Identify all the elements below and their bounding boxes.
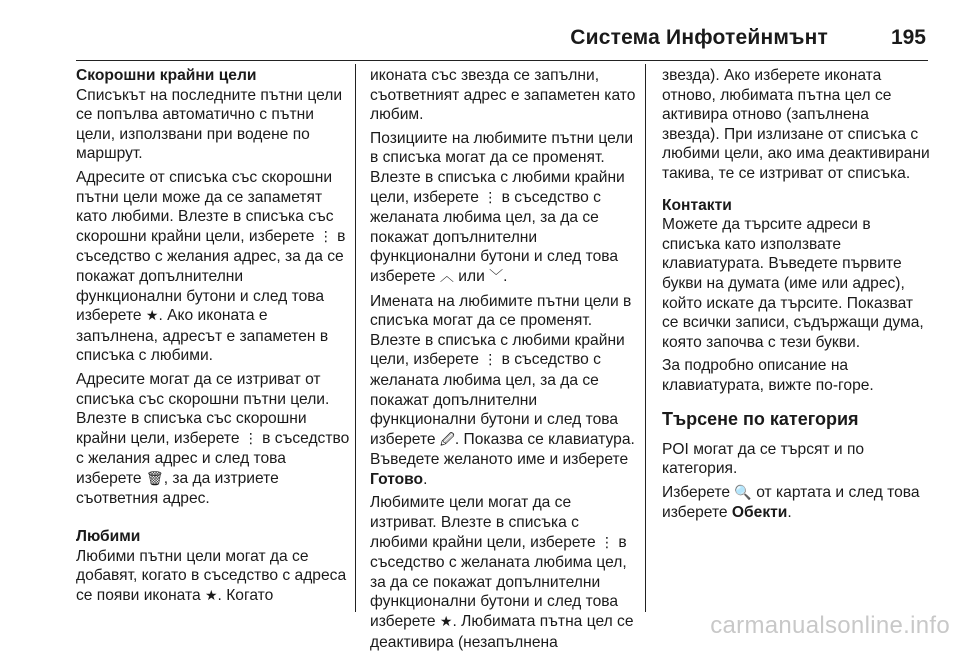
pencil-icon: 🖉 <box>439 431 455 448</box>
paragraph: Можете да търсите адреси в списъка като използвате клавиатурата. Въведете първите букви на думата (име или адрес), който искате да търсите. Показват се всички записи, съдържащи дума, която започва с тези букви. <box>662 216 924 351</box>
paragraph: Списъкът на последните пътни цели се попълва автоматично с пътни цели, използвани при водене по маршрут. <box>76 86 343 163</box>
bold-term: Обекти <box>731 504 788 522</box>
paragraph: Имената на любимите пътни цели в списъка могат да се променят. Влезте в списъка с любими крайни цели, изберете ⋮ в съседство с желаната любима цел, за да се покажат допълнителни функционални бутони и след това изберете 🖉. Показва се клавиатура. Въведете желаното име и изберете Готово. <box>370 292 635 488</box>
paragraph: POI могат да се търсят и по категория. <box>662 440 865 478</box>
running-title: Система Инфотейнмънт <box>570 26 828 49</box>
more-icon: ⋮ <box>600 534 615 551</box>
paragraph: За подробно описание на клавиатурата, вижте по-горе. <box>662 357 874 394</box>
column-1 <box>76 66 350 610</box>
trash-icon: 🗑 <box>145 470 164 487</box>
more-icon: ⋮ <box>318 228 333 245</box>
section-heading-favorites: Любими <box>76 528 141 546</box>
search-icon: 🔍 <box>734 484 752 501</box>
paragraph: Изберете 🔍 от картата и след това изберете Обекти. <box>662 483 920 522</box>
column-divider <box>645 64 646 612</box>
paragraph: Позициите на любимите пътни цели в списъка могат да се променят. Влезте в списъка с любими крайни цели, изберете ⋮ в съседство с желаната любима цел, за да се покажат допълнителни функционални бутони и след това изберете ︿ или ﹀. <box>370 129 634 285</box>
page-header <box>76 20 928 61</box>
paragraph: Адресите могат да се изтриват от списъка със скорошни пътни цели. Влезте в списъка със скорошни крайни цели, изберете ⋮ в съседство с желания адрес и след това изберете 🗑, за да изтриете съответния адрес. <box>76 370 350 508</box>
more-icon: ⋮ <box>243 430 258 447</box>
bold-term: Готово <box>370 470 424 488</box>
watermark: carmanualsonline.info <box>710 612 950 639</box>
chevron-down-icon: ﹀ <box>489 268 504 285</box>
star-icon: ★ <box>439 614 453 631</box>
star-icon: ★ <box>145 308 159 325</box>
column-2 <box>370 66 636 656</box>
star-icon: ★ <box>204 587 218 604</box>
more-icon: ⋮ <box>483 189 498 206</box>
chevron-up-icon: ︿ <box>439 268 454 285</box>
paragraph: Любими пътни цели могат да се добавят, когато в съседство с адреса се появи иконата ★. Когато <box>76 547 347 604</box>
section-heading-category-search: Търсене по категория <box>662 408 859 429</box>
column-3 <box>662 66 930 527</box>
paragraph: иконата със звезда се запълни, съответният адрес е запаметен като любим. <box>370 67 636 124</box>
section-heading-recent: Скорошни крайни цели <box>76 67 257 84</box>
column-divider <box>355 64 356 612</box>
paragraph: Любимите цели могат да се изтриват. Влезте в списъка с любими крайни цели, изберете ⋮ в съседство с желаната любима цел, за да се покажат допълнителни функционални бутони и след това изберете ★. Любимата пътна цел се деактивира (незапълнена <box>370 494 634 651</box>
section-heading-contacts: Контакти <box>662 196 732 214</box>
paragraph: звезда). Ако изберете иконата отново, любимата пътна цел се активира отново (запълнена звезда). При излизане от списъка с любими цели, ако има деактивирани такива, те се изтриват от списъка. <box>662 67 930 182</box>
paragraph: Адресите от списъка със скорошни пътни цели може да се запаметят като любими. Влезте в списъка със скорошни крайни цели, изберете ⋮ в съседство с желания адрес, за да се покажат допълнителни функционални бутони и след това изберете ★. Ако иконата е запълнена, адресът е запаметен в списъка с любими. <box>76 168 346 365</box>
more-icon: ⋮ <box>483 352 498 369</box>
page-number: 195 <box>890 26 926 49</box>
